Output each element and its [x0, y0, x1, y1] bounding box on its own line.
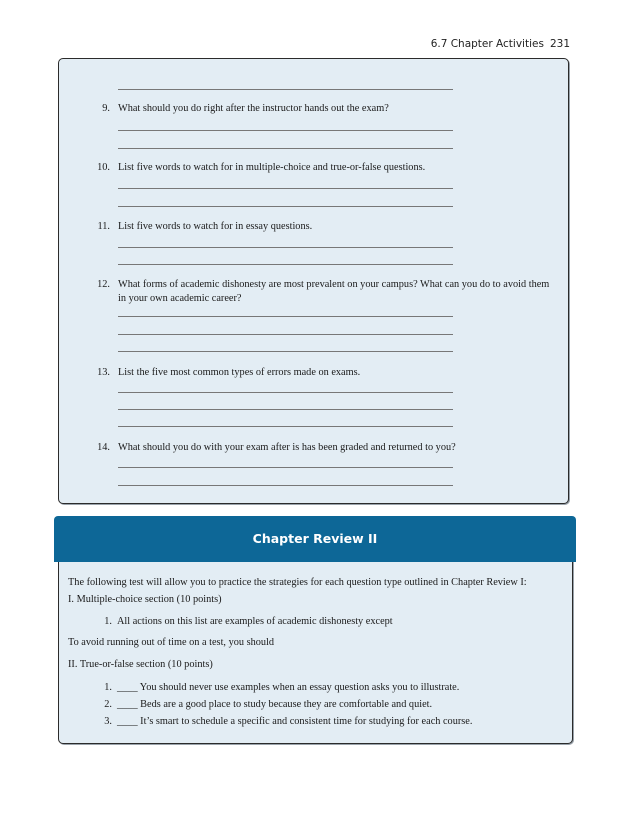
question-number: 12. — [97, 279, 110, 290]
true-false-heading: II. True-or-false section (10 points) — [68, 659, 213, 670]
mc-followup: To avoid running out of time on a test, you should — [68, 637, 275, 648]
item-text: ____ Beds are a good place to study because they are comfortable and quiet. — [117, 699, 433, 710]
chapter-review-title: Chapter Review II — [54, 516, 576, 562]
question-number: 13. — [97, 367, 110, 378]
tf-item-3 — [90, 715, 472, 728]
item-number: 2. — [104, 699, 112, 710]
answer-line — [118, 392, 453, 393]
page-number: 231 — [549, 38, 570, 50]
item-text: ____ It’s smart to schedule a specific and consistent time for studying for each course. — [117, 716, 473, 727]
answer-line — [118, 409, 453, 410]
question-11 — [79, 220, 554, 234]
answer-line — [118, 264, 453, 265]
tf-item-1 — [90, 681, 459, 694]
question-text: What should you do right after the instructor hands out the exam? — [118, 103, 389, 114]
question-number: 11. — [97, 221, 110, 232]
question-text: What forms of academic dishonesty are most prevalent on your campus? What can you do to avoid them in your own academic career? — [118, 279, 550, 304]
answer-line — [118, 426, 453, 427]
item-text: All actions on this list are examples of academic dishonesty except — [117, 616, 393, 627]
question-number: 10. — [97, 162, 110, 173]
answer-line — [118, 334, 453, 335]
question-text: What should you do with your exam after is has been graded and returned to you? — [118, 442, 456, 453]
answer-line — [118, 188, 453, 189]
answer-line — [118, 247, 453, 248]
section-title: 6.7 Chapter Activities — [430, 38, 544, 50]
running-header — [431, 38, 570, 50]
answer-line — [118, 130, 453, 131]
review-intro: The following test will allow you to practice the strategies for each question type outlined in Chapter Review I: — [68, 577, 527, 588]
answer-line — [118, 485, 453, 486]
question-number: 14. — [97, 442, 110, 453]
mc-item-1 — [90, 615, 393, 628]
multiple-choice-heading: I. Multiple-choice section (10 points) — [68, 594, 222, 605]
question-text: List the five most common types of errors made on exams. — [118, 367, 361, 378]
answer-line — [118, 148, 453, 149]
item-number: 3. — [104, 716, 112, 727]
answer-line — [118, 467, 453, 468]
question-14 — [79, 441, 554, 455]
question-12 — [79, 278, 554, 305]
question-number: 9. — [102, 103, 110, 114]
question-10 — [79, 161, 554, 175]
answer-line — [118, 89, 453, 90]
answer-line — [118, 316, 453, 317]
activities-box — [58, 58, 569, 504]
item-number: 1. — [104, 616, 112, 627]
tf-item-2 — [90, 698, 432, 711]
question-13 — [79, 366, 554, 380]
item-text: ____ You should never use examples when an essay question asks you to illustrate. — [117, 682, 460, 693]
question-text: List five words to watch for in essay questions. — [118, 221, 313, 232]
answer-line — [118, 351, 453, 352]
question-text: List five words to watch for in multiple-choice and true-or-false questions. — [118, 162, 426, 173]
item-number: 1. — [104, 682, 112, 693]
answer-line — [118, 206, 453, 207]
question-9 — [79, 102, 554, 116]
